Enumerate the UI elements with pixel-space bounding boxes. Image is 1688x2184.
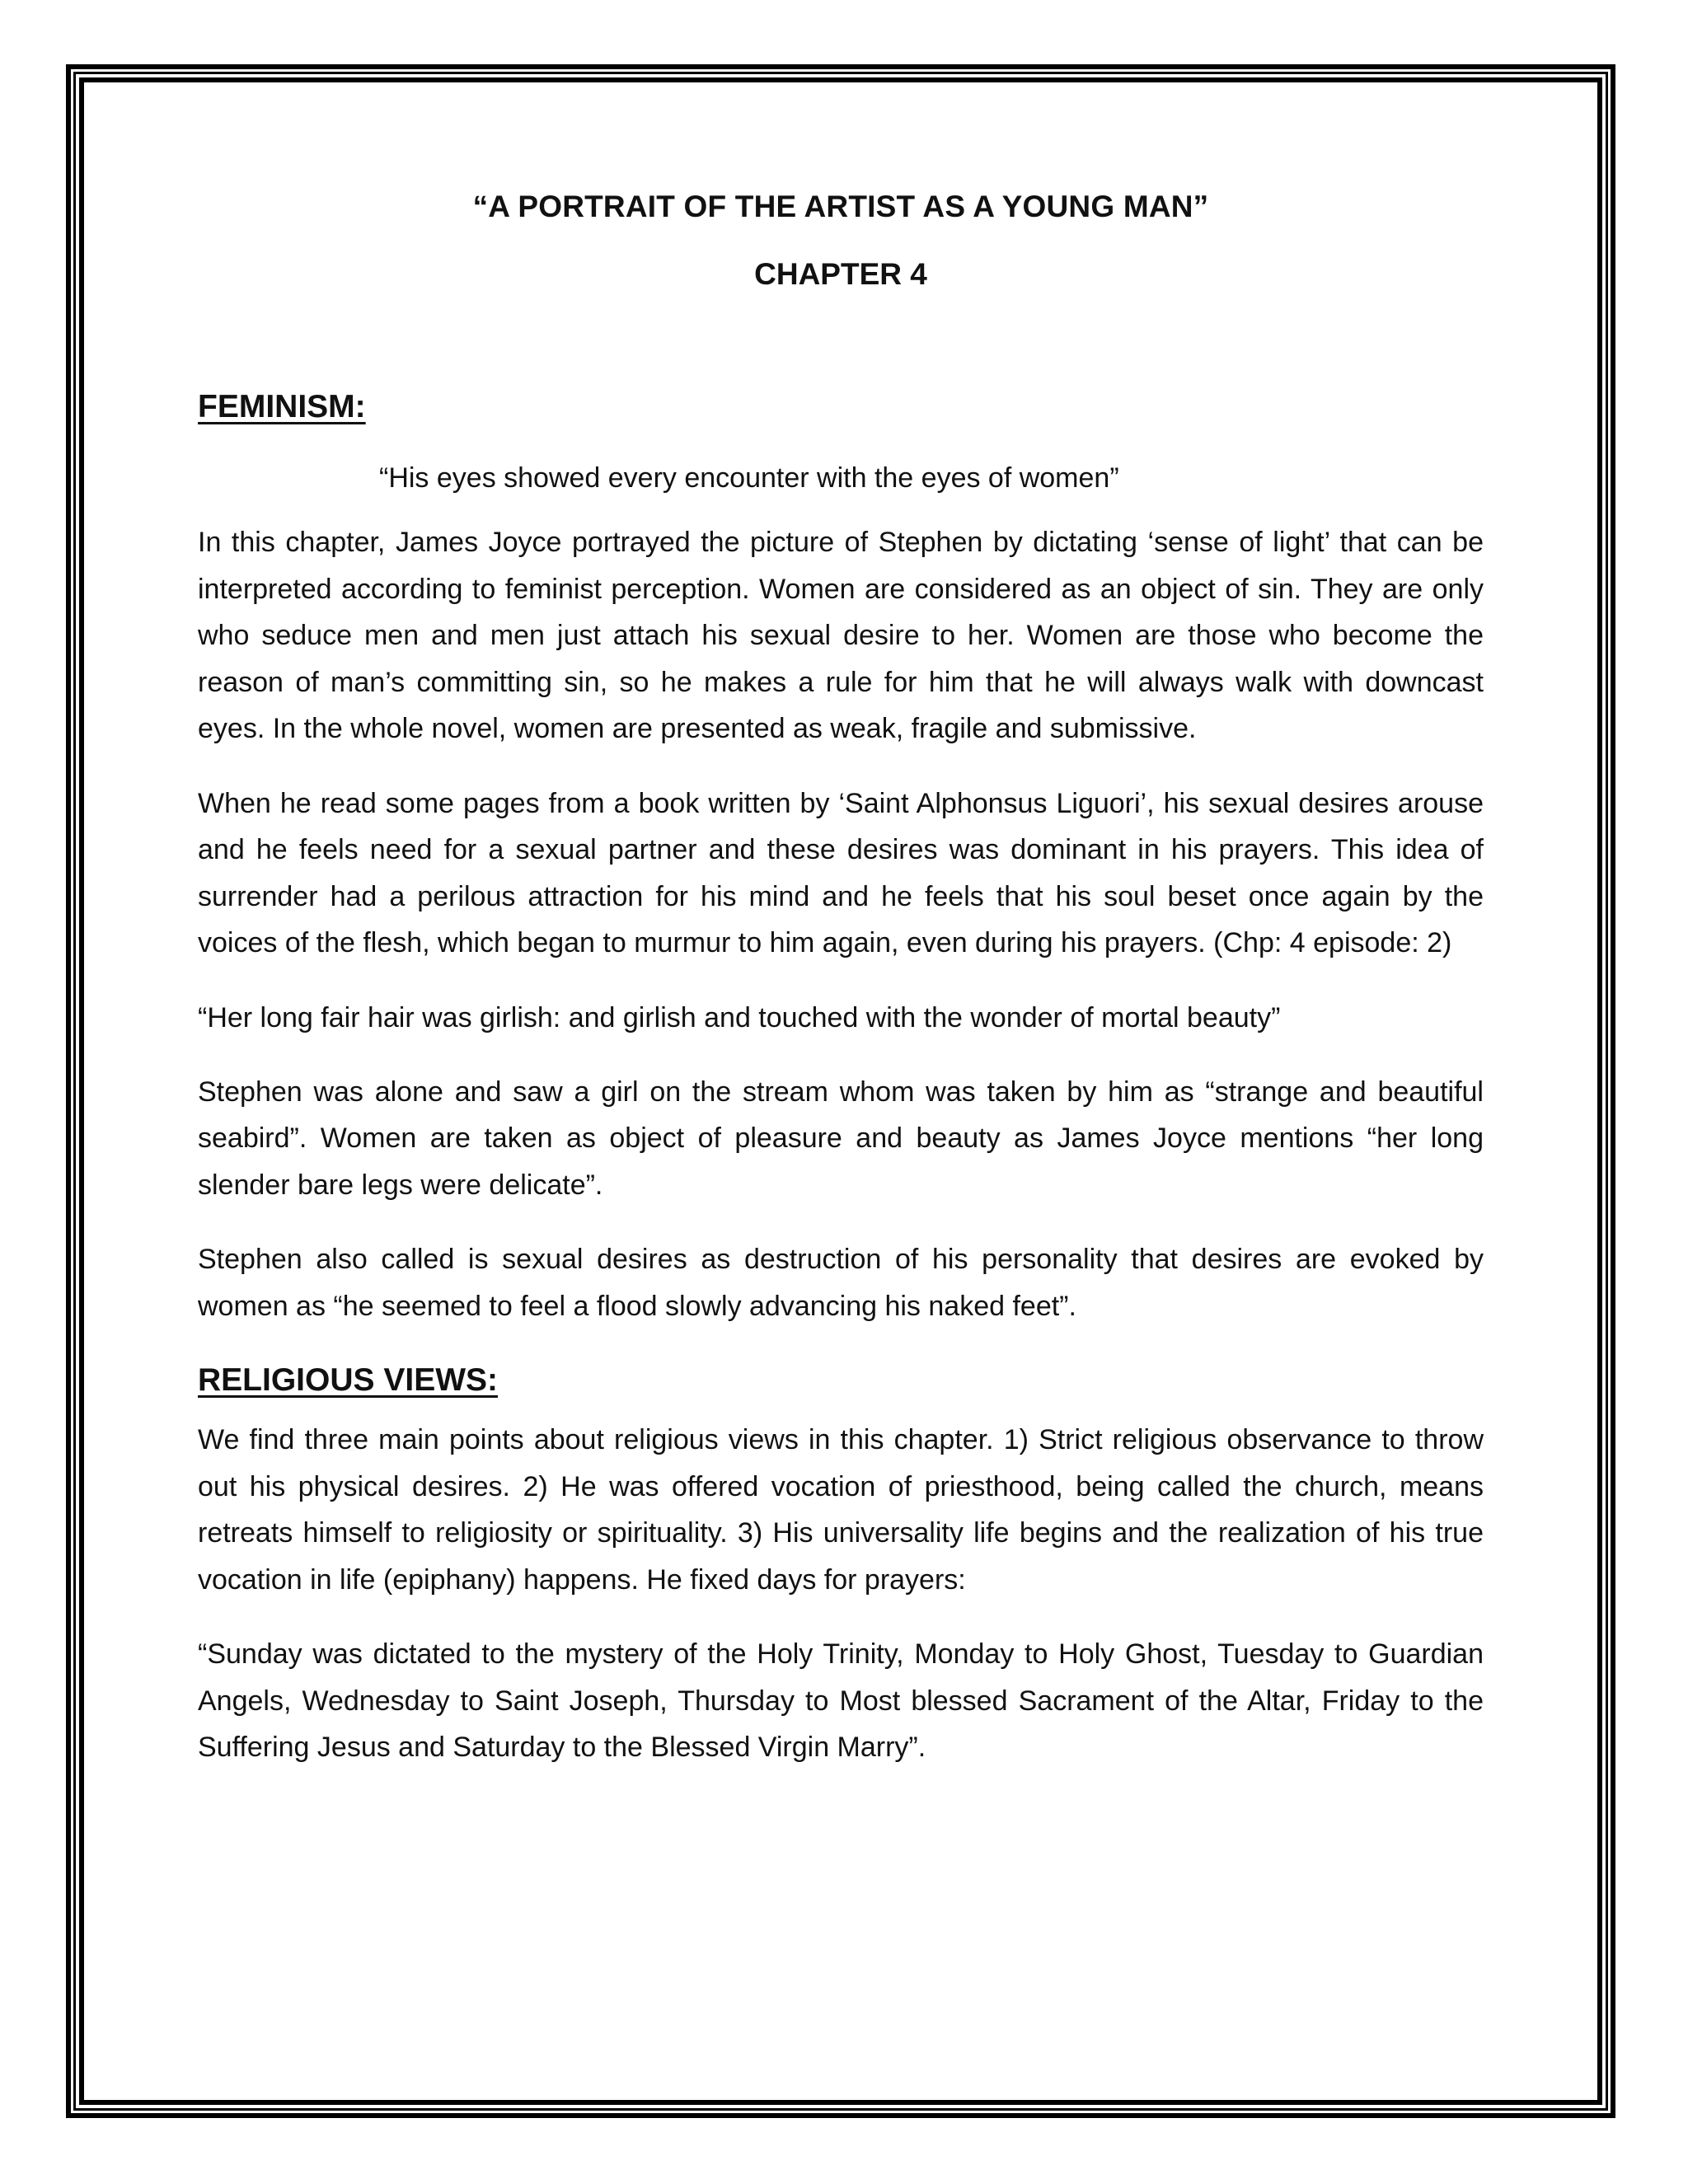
feminism-paragraph-2: When he read some pages from a book written by ‘Saint Alphonsus Liguori’, his sexual desires arouse and he feels need for a sexual partner and these desires was dominant in his prayers. This idea of surrender had a perilous attraction for his mind and he feels that his soul beset once again by the voices of the flesh, which began to murmur to him again, even during his prayers. (Chp: 4 episode: 2) bbox=[198, 787, 1484, 958]
religious-views-heading: RELIGIOUS VIEWS: bbox=[198, 1362, 499, 1398]
feminism-epigraph: “His eyes showed every encounter with the eyes of women” bbox=[379, 462, 1119, 494]
religious-views-section bbox=[198, 1362, 1484, 1771]
religious-paragraph-2: “Sunday was dictated to the mystery of the Holy Trinity, Monday to Holy Ghost, Tuesday to Guardian Angels, Wednesday to Saint Joseph, Thursday to Most blessed Sacrament of the Altar, Friday to the Suffering Jesus and Saturday to the Blessed Virgin Marry”. bbox=[198, 1638, 1484, 1763]
chapter-heading: CHAPTER 4 bbox=[754, 257, 927, 291]
religious-paragraph-1: We find three main points about religious views in this chapter. 1) Strict religious observance to throw out his physical desires. 2) He was offered vocation of priesthood, being called the church, means retreats himself to religiosity or spirituality. 3) His universality life begins and the realization of his true vocation in life (epiphany) happens. He fixed days for prayers: bbox=[198, 1424, 1484, 1596]
feminism-paragraph-3: Stephen was alone and saw a girl on the stream whom was taken by him as “strange and beautiful seabird”. Women are taken as object of pleasure and beauty as James Joyce mentions “her long slender bare legs were delicate”. bbox=[198, 1076, 1484, 1201]
feminism-section bbox=[198, 389, 1484, 1329]
document-body bbox=[198, 190, 1484, 1771]
feminism-paragraph-4: Stephen also called is sexual desires as destruction of his personality that desires are evoked by women as “he seemed to feel a flood slowly advancing his naked feet”. bbox=[198, 1244, 1484, 1322]
feminism-heading: FEMINISM: bbox=[198, 389, 366, 424]
document-title: “A PORTRAIT OF THE ARTIST AS A YOUNG MAN” bbox=[472, 190, 1209, 223]
feminism-paragraph-1: In this chapter, James Joyce portrayed the picture of Stephen by dictating ‘sense of light’ that can be interpreted according to feminist perception. Women are considered as an object of sin. They are only who seduce men and men just attach his sexual desire to her. Women are those who become the reason of man’s committing sin, so he makes a rule for him that he will always walk with downcast eyes. In the whole novel, women are presented as weak, fragile and submissive. bbox=[198, 527, 1484, 744]
feminism-quote-2: “Her long fair hair was girlish: and girlish and touched with the wonder of mortal beauty” bbox=[198, 1001, 1281, 1033]
